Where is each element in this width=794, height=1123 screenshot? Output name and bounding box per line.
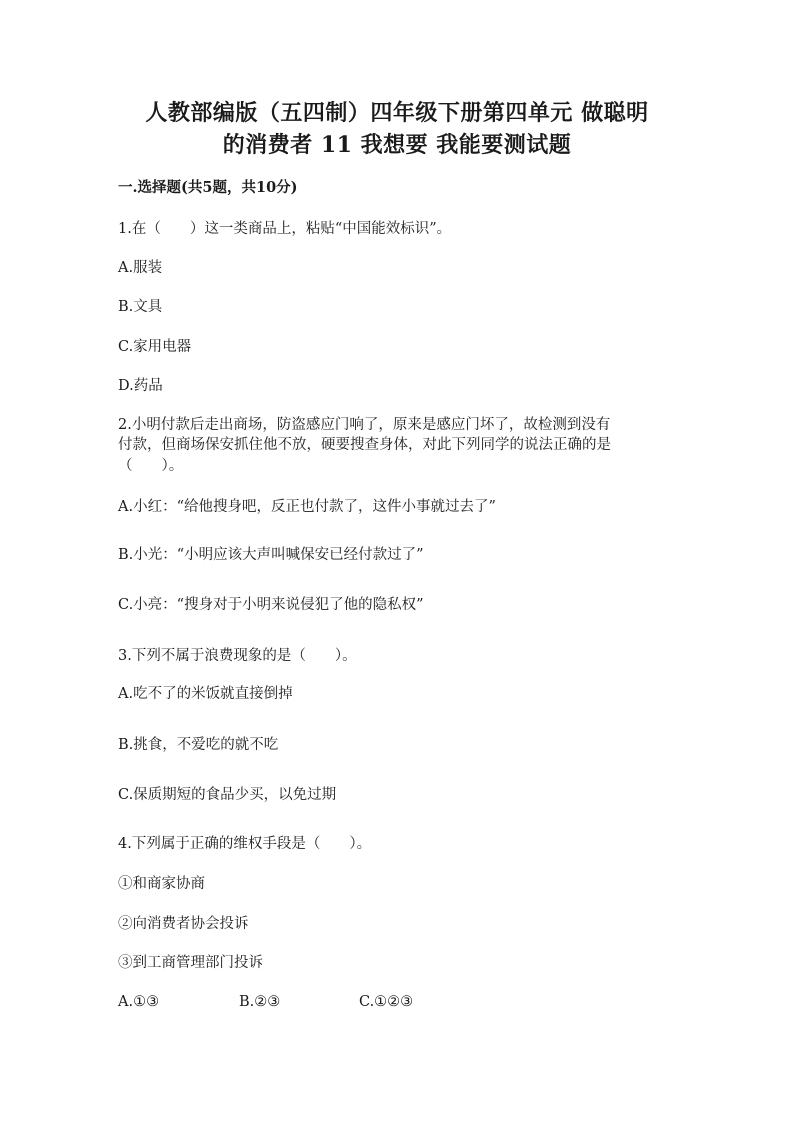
document-title-line-2: 的消费者 11 我想要 我能要测试题 [222, 132, 572, 158]
question-2-option-c[interactable]: C.小亮：“搜身对于小明来说侵犯了他的隐私权” [118, 597, 424, 613]
question-3-option-c[interactable]: C.保质期短的食品少买，以免过期 [118, 787, 337, 803]
question-3-option-a[interactable]: A.吃不了的米饭就直接倒掉 [118, 686, 293, 702]
question-4-item-2: ②向消费者协会投诉 [118, 916, 249, 932]
document-title-line-1: 人教部编版（五四制）四年级下册第四单元 做聪明 [145, 100, 649, 126]
question-3-option-b[interactable]: B.挑食，不爱吃的就不吃 [118, 737, 279, 753]
question-1-option-b[interactable]: B.文具 [118, 299, 163, 315]
question-4-option-c[interactable]: C.①②③ [359, 994, 414, 1010]
question-2-option-b[interactable]: B.小光：“小明应该大声叫喊保安已经付款过了” [118, 547, 424, 563]
question-2-stem-line-2: 付款，但商场保安抓住他不放，硬要搜查身体，对此下列同学的说法正确的是 [118, 437, 611, 453]
question-1-option-c[interactable]: C.家用电器 [118, 339, 192, 355]
section-heading: 一.选择题(共5题，共10分) [118, 179, 298, 196]
question-4-option-b[interactable]: B.②③ [239, 994, 281, 1010]
question-3-stem: 3.下列不属于浪费现象的是（ ）。 [118, 648, 357, 664]
question-2-stem-line-1: 2.小明付款后走出商场，防盗感应门响了，原来是感应门坏了，故检测到没有 [118, 417, 611, 433]
question-1-option-d[interactable]: D.药品 [118, 378, 163, 394]
question-2-option-a[interactable]: A.小红：“给他搜身吧，反正也付款了，这件小事就过去了” [118, 499, 496, 515]
question-2-stem-line-3: （ ）。 [118, 458, 184, 474]
question-4-stem: 4.下列属于正确的维权手段是（ ）。 [118, 836, 372, 852]
question-4-item-1: ①和商家协商 [118, 876, 205, 892]
question-4-option-a[interactable]: A.①③ [118, 994, 160, 1010]
question-1-option-a[interactable]: A.服装 [118, 260, 163, 276]
question-4-item-3: ③到工商管理部门投诉 [118, 955, 263, 971]
question-1-stem: 1.在（ ）这一类商品上，粘贴“中国能效标识”。 [118, 221, 452, 237]
